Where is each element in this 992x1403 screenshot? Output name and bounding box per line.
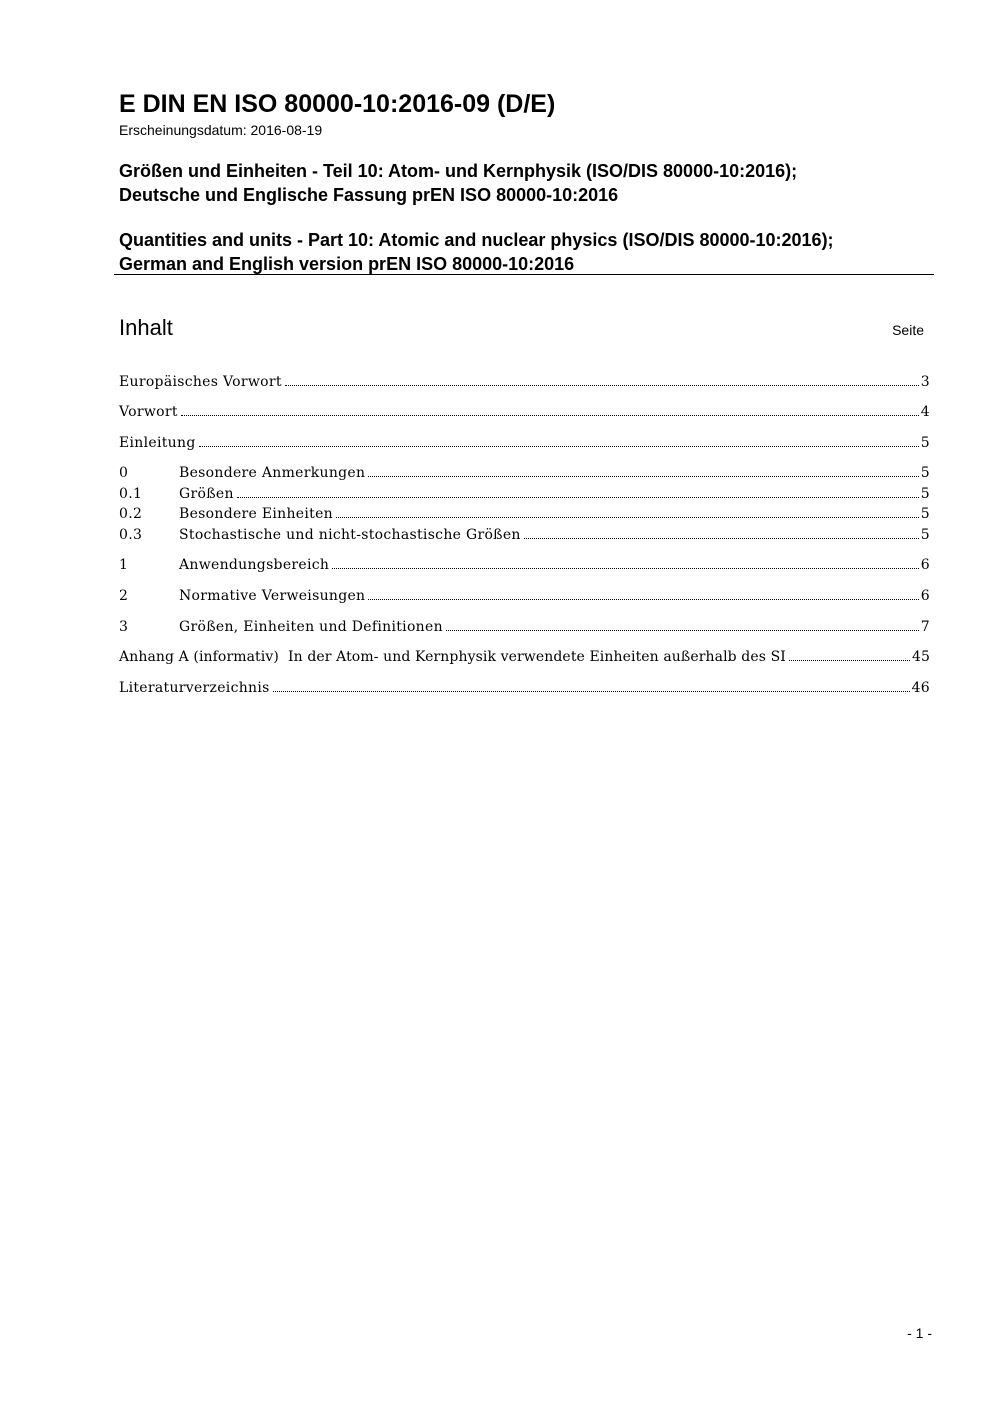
toc-entry[interactable] xyxy=(119,523,930,543)
toc-entry-label: Stochastische und nicht-stochastische Größen xyxy=(179,527,521,543)
toc-entry[interactable] xyxy=(119,502,930,522)
title-german xyxy=(119,159,797,207)
toc-entry-page: 3 xyxy=(920,374,930,390)
toc-entry-page: 5 xyxy=(920,527,930,543)
title-german-line-1: Größen und Einheiten - Teil 10: Atom- und Kernphysik (ISO/DIS 80000-10:2016); xyxy=(119,161,798,181)
toc-heading: Inhalt xyxy=(119,315,173,340)
toc-leader-dots xyxy=(199,446,919,447)
toc-entry[interactable] xyxy=(119,482,930,502)
footer-page-number: - 1 - xyxy=(907,1325,932,1341)
toc-entry-label: Größen xyxy=(179,486,234,502)
toc-entry-page: 5 xyxy=(920,506,930,522)
toc-leader-dots xyxy=(285,385,919,386)
toc-entry[interactable] xyxy=(119,615,930,635)
toc-entry-page: 4 xyxy=(920,404,930,420)
document-title: E DIN EN ISO 80000-10:2016-09 (D/E) xyxy=(119,90,556,118)
toc-entry-label: Normative Verweisungen xyxy=(179,588,366,604)
toc-entry[interactable] xyxy=(119,676,930,696)
toc-leader-dots xyxy=(273,691,910,692)
toc-leader-dots xyxy=(368,599,918,600)
toc-entry-number: 3 xyxy=(119,619,129,635)
toc-entry-number: 0.3 xyxy=(119,527,143,543)
toc-entry-label: Besondere Anmerkungen xyxy=(179,465,366,481)
toc-entry-page: 5 xyxy=(920,435,930,451)
toc-leader-dots xyxy=(237,497,919,498)
toc-entry-label: Größen, Einheiten und Definitionen xyxy=(179,619,443,635)
toc-entry-label: Literaturverzeichnis xyxy=(119,680,270,696)
toc-entry-page: 45 xyxy=(911,649,930,665)
toc-entry-page: 5 xyxy=(920,486,930,502)
toc-entry-number: 1 xyxy=(119,557,129,573)
toc-entry-number: 0.1 xyxy=(119,486,143,502)
title-divider xyxy=(114,274,934,275)
toc-entry-number: 2 xyxy=(119,588,129,604)
toc-leader-dots xyxy=(789,660,910,661)
toc-entry-page: 6 xyxy=(920,588,930,604)
toc-entry-label: Besondere Einheiten xyxy=(179,506,333,522)
toc-entry[interactable] xyxy=(119,431,930,451)
publication-date: Erscheinungsdatum: 2016-08-19 xyxy=(119,122,323,138)
toc-leader-dots xyxy=(446,630,919,631)
toc-entry-label: Europäisches Vorwort xyxy=(119,374,282,390)
toc-entry[interactable] xyxy=(119,400,930,420)
toc-entry-label: Einleitung xyxy=(119,435,196,451)
title-german-line-2: Deutsche und Englische Fassung prEN ISO 80000-10:2016 xyxy=(119,185,619,205)
toc-entry[interactable] xyxy=(119,553,930,573)
toc-entry-number: 0 xyxy=(119,465,129,481)
toc-entry[interactable] xyxy=(119,370,930,390)
toc-leader-dots xyxy=(368,476,918,477)
toc-entry-label: Anhang A (informativ) In der Atom- und Kernphysik verwendete Einheiten außerhalb des SI xyxy=(119,649,786,665)
toc-leader-dots xyxy=(332,568,919,569)
toc-entry-page: 46 xyxy=(911,680,930,696)
title-english xyxy=(119,228,834,276)
toc-leader-dots xyxy=(336,517,919,518)
toc-entry-page: 6 xyxy=(920,557,930,573)
toc-entry[interactable] xyxy=(119,645,930,665)
title-english-line-1: Quantities and units - Part 10: Atomic and nuclear physics (ISO/DIS 80000-10:2016); xyxy=(119,230,834,250)
toc-entry-page: 5 xyxy=(920,465,930,481)
toc-page-column-label: Seite xyxy=(892,322,924,338)
toc-leader-dots xyxy=(524,538,919,539)
title-english-line-2: German and English version prEN ISO 80000-10:2016 xyxy=(119,254,575,274)
toc-entry-label: Anwendungsbereich xyxy=(179,557,330,573)
toc-leader-dots xyxy=(181,415,919,416)
toc-entry[interactable] xyxy=(119,461,930,481)
toc-entry[interactable] xyxy=(119,584,930,604)
toc-entry-number: 0.2 xyxy=(119,506,143,522)
toc-entry-page: 7 xyxy=(920,619,930,635)
toc-entry-label: Vorwort xyxy=(119,404,178,420)
